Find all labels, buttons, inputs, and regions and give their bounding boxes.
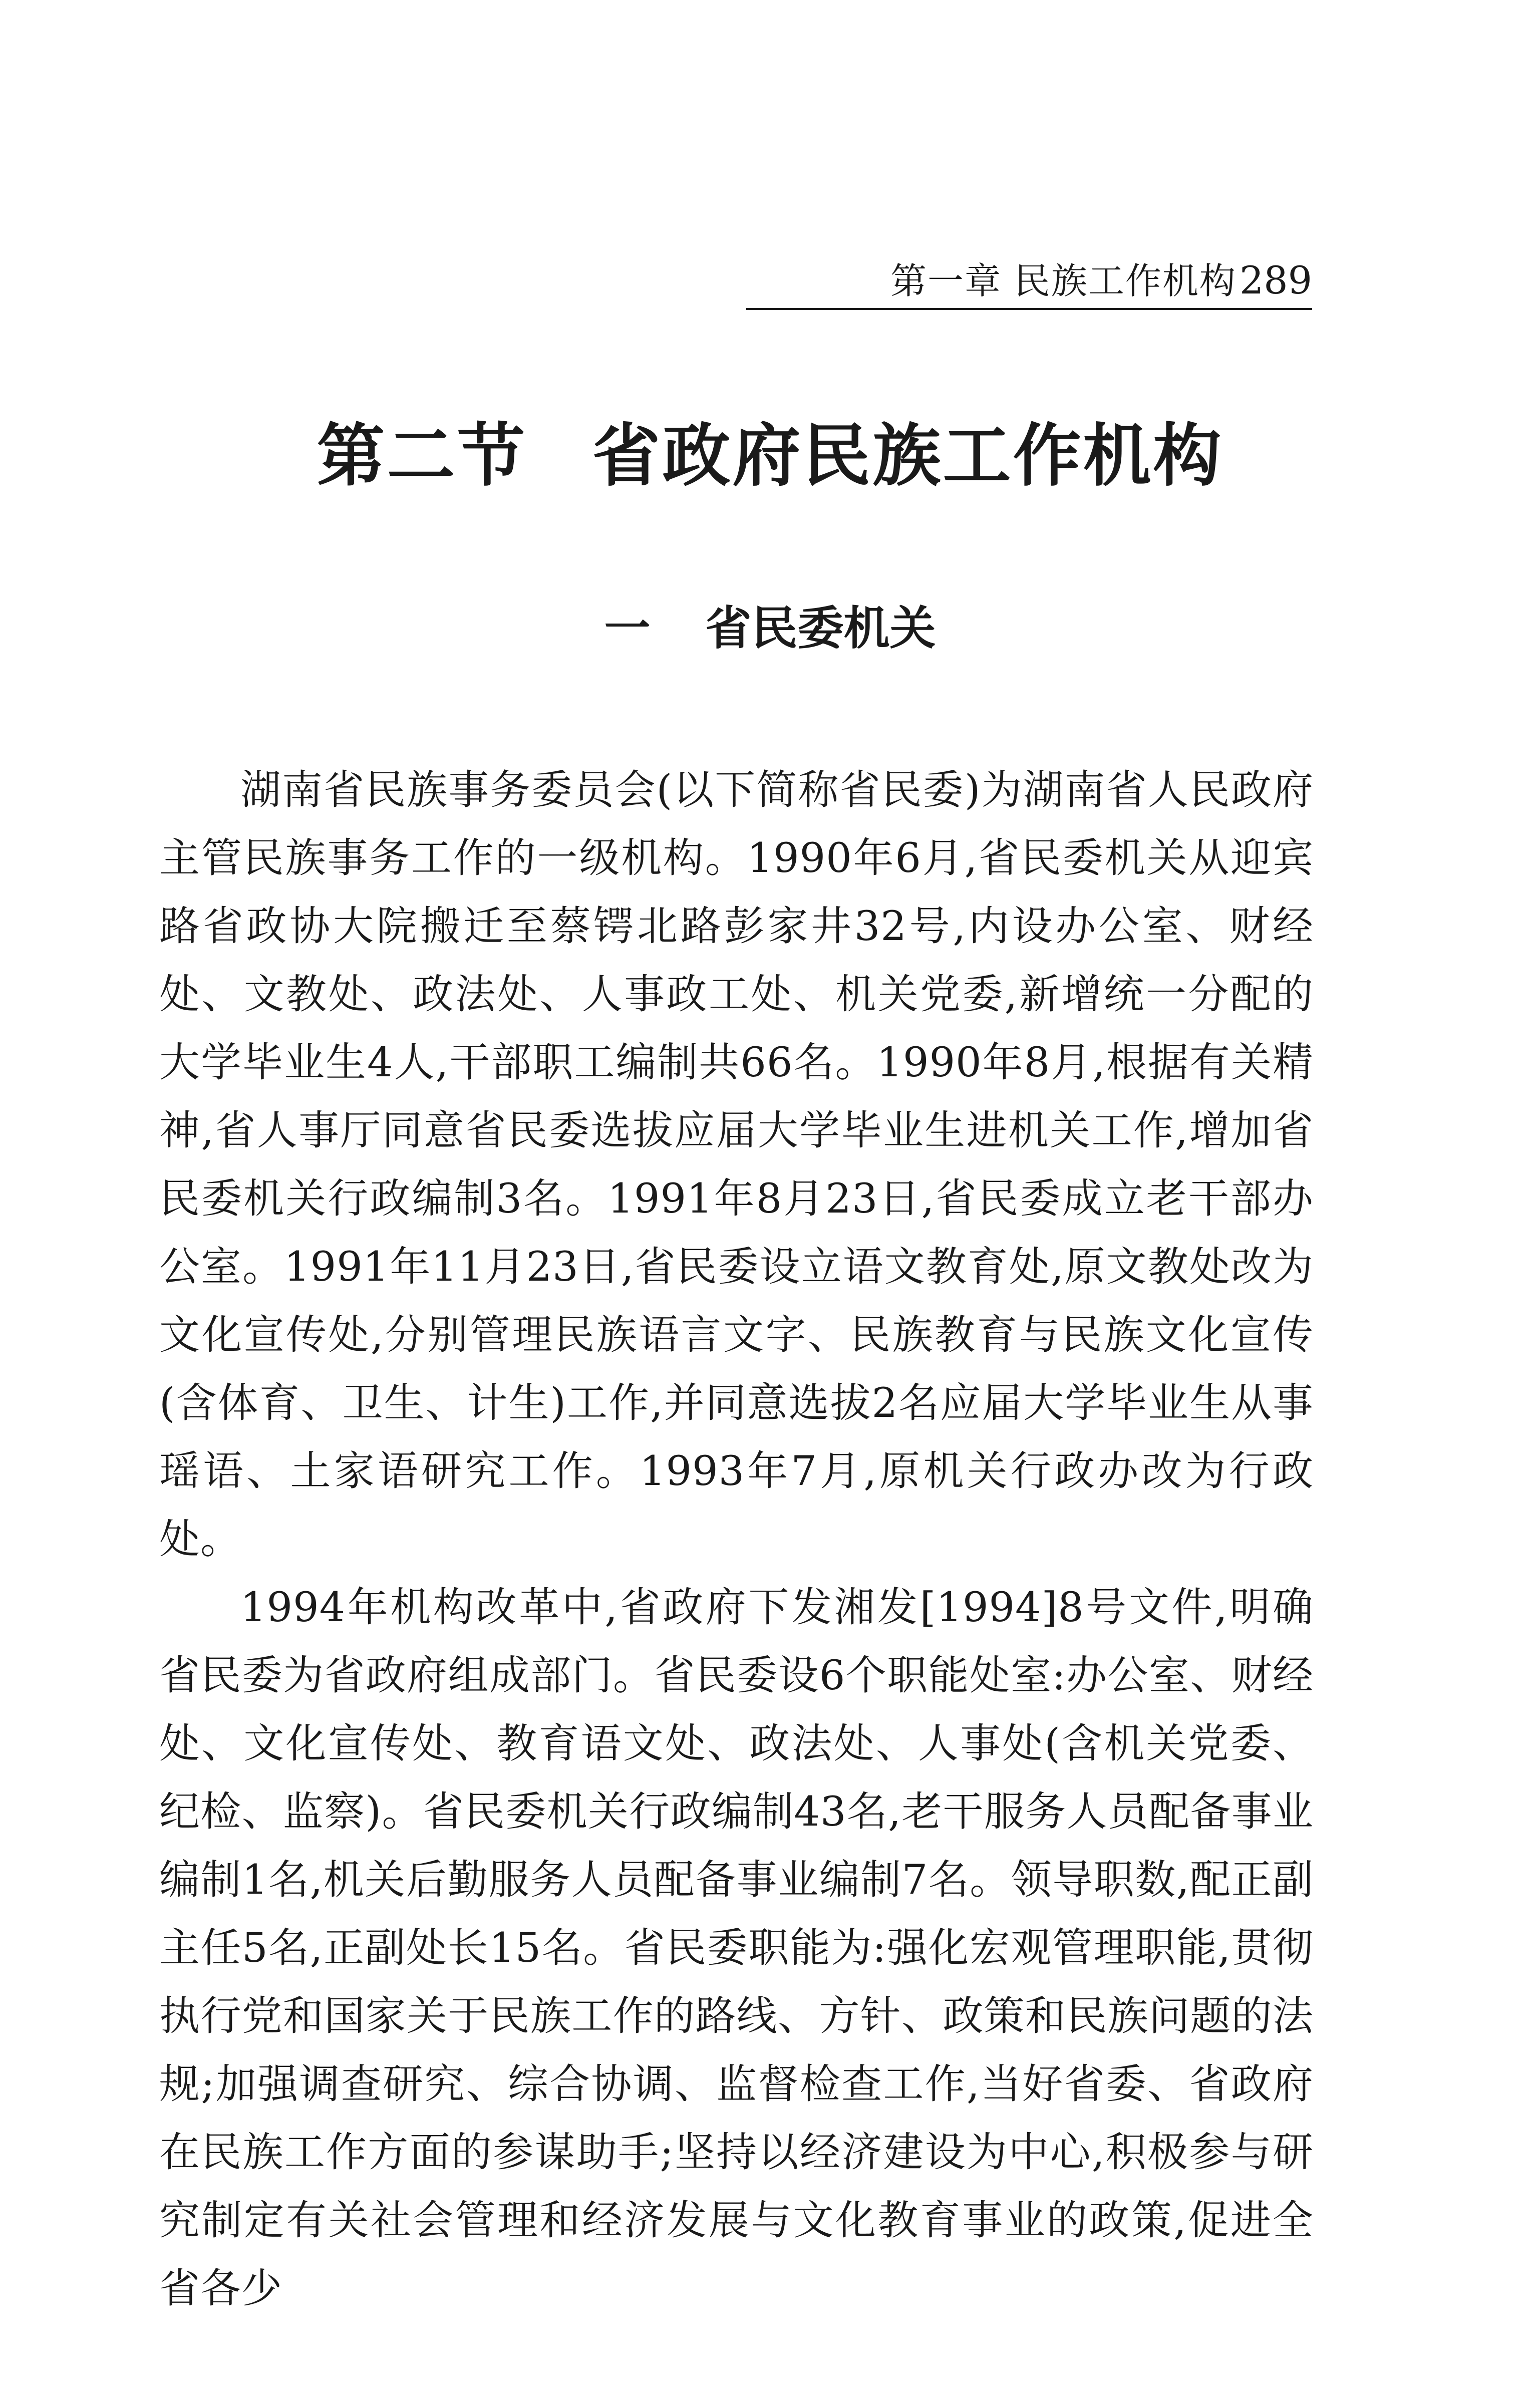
running-header (746, 253, 1312, 310)
section-heading (0, 411, 1540, 501)
subsection-heading (0, 593, 1540, 664)
section-number: 第二节 (317, 416, 527, 496)
subsection-title-text: 省民委机关 (705, 602, 936, 655)
chapter-title: 第一章 民族工作机构 (890, 260, 1237, 302)
paragraph-1: 湖南省民族事务委员会(以下简称省民委)为湖南省人民政府主管民族事务工作的一级机构。1990年6月,省民委机关从迎宾路省政协大院搬迁至蔡锷北路彭家井32号,内设办公室、财经处、文教处、政法处、人事政工处、机关党委,新增统一分配的大学毕业生4人,干部职工编制共66名。1990年8月,根据有关精神,省人事厅同意省民委选拔应届大学毕业生进机关工作,增加省民委机关行政编制3名。1991年8月23日,省民委成立老干部办公室。1991年11月23日,省民委设立语文教育处,原文教处改为文化宣传处,分别管理民族语言文字、民族教育与民族文化宣传(含体育、卫生、计生)工作,并同意选拔2名应届大学毕业生从事瑶语、土家语研究工作。1993年7月,原机关行政办改为行政处。 (159, 767, 1314, 1563)
page-number: 289 (1239, 258, 1312, 303)
section-title-text: 省政府民族工作机构 (592, 416, 1223, 496)
subsection-number: 一 (604, 602, 651, 655)
paragraph-2: 1994年机构改革中,省政府下发湘发[1994]8号文件,明确省民委为省政府组成部门。省民委设6个职能处室:办公室、财经处、文化宣传处、教育语文处、政法处、人事处(含机关党委、纪检、监察)。省民委机关行政编制43名,老干服务人员配备事业编制1名,机关后勤服务人员配备事业编制7名。领导职数,配正副主任5名,正副处长15名。省民委职能为:强化宏观管理职能,贯彻执行党和国家关于民族工作的路线、方针、政策和民族问题的法规;加强调查研究、综合协调、监督检查工作,当好省委、省政府在民族工作方面的参谋助手;坚持以经济建设为中心,积极参与研究制定有关社会管理和经济发展与文化教育事业的政策,促进全省各少 (159, 1584, 1314, 2312)
body-text (159, 756, 1314, 2323)
